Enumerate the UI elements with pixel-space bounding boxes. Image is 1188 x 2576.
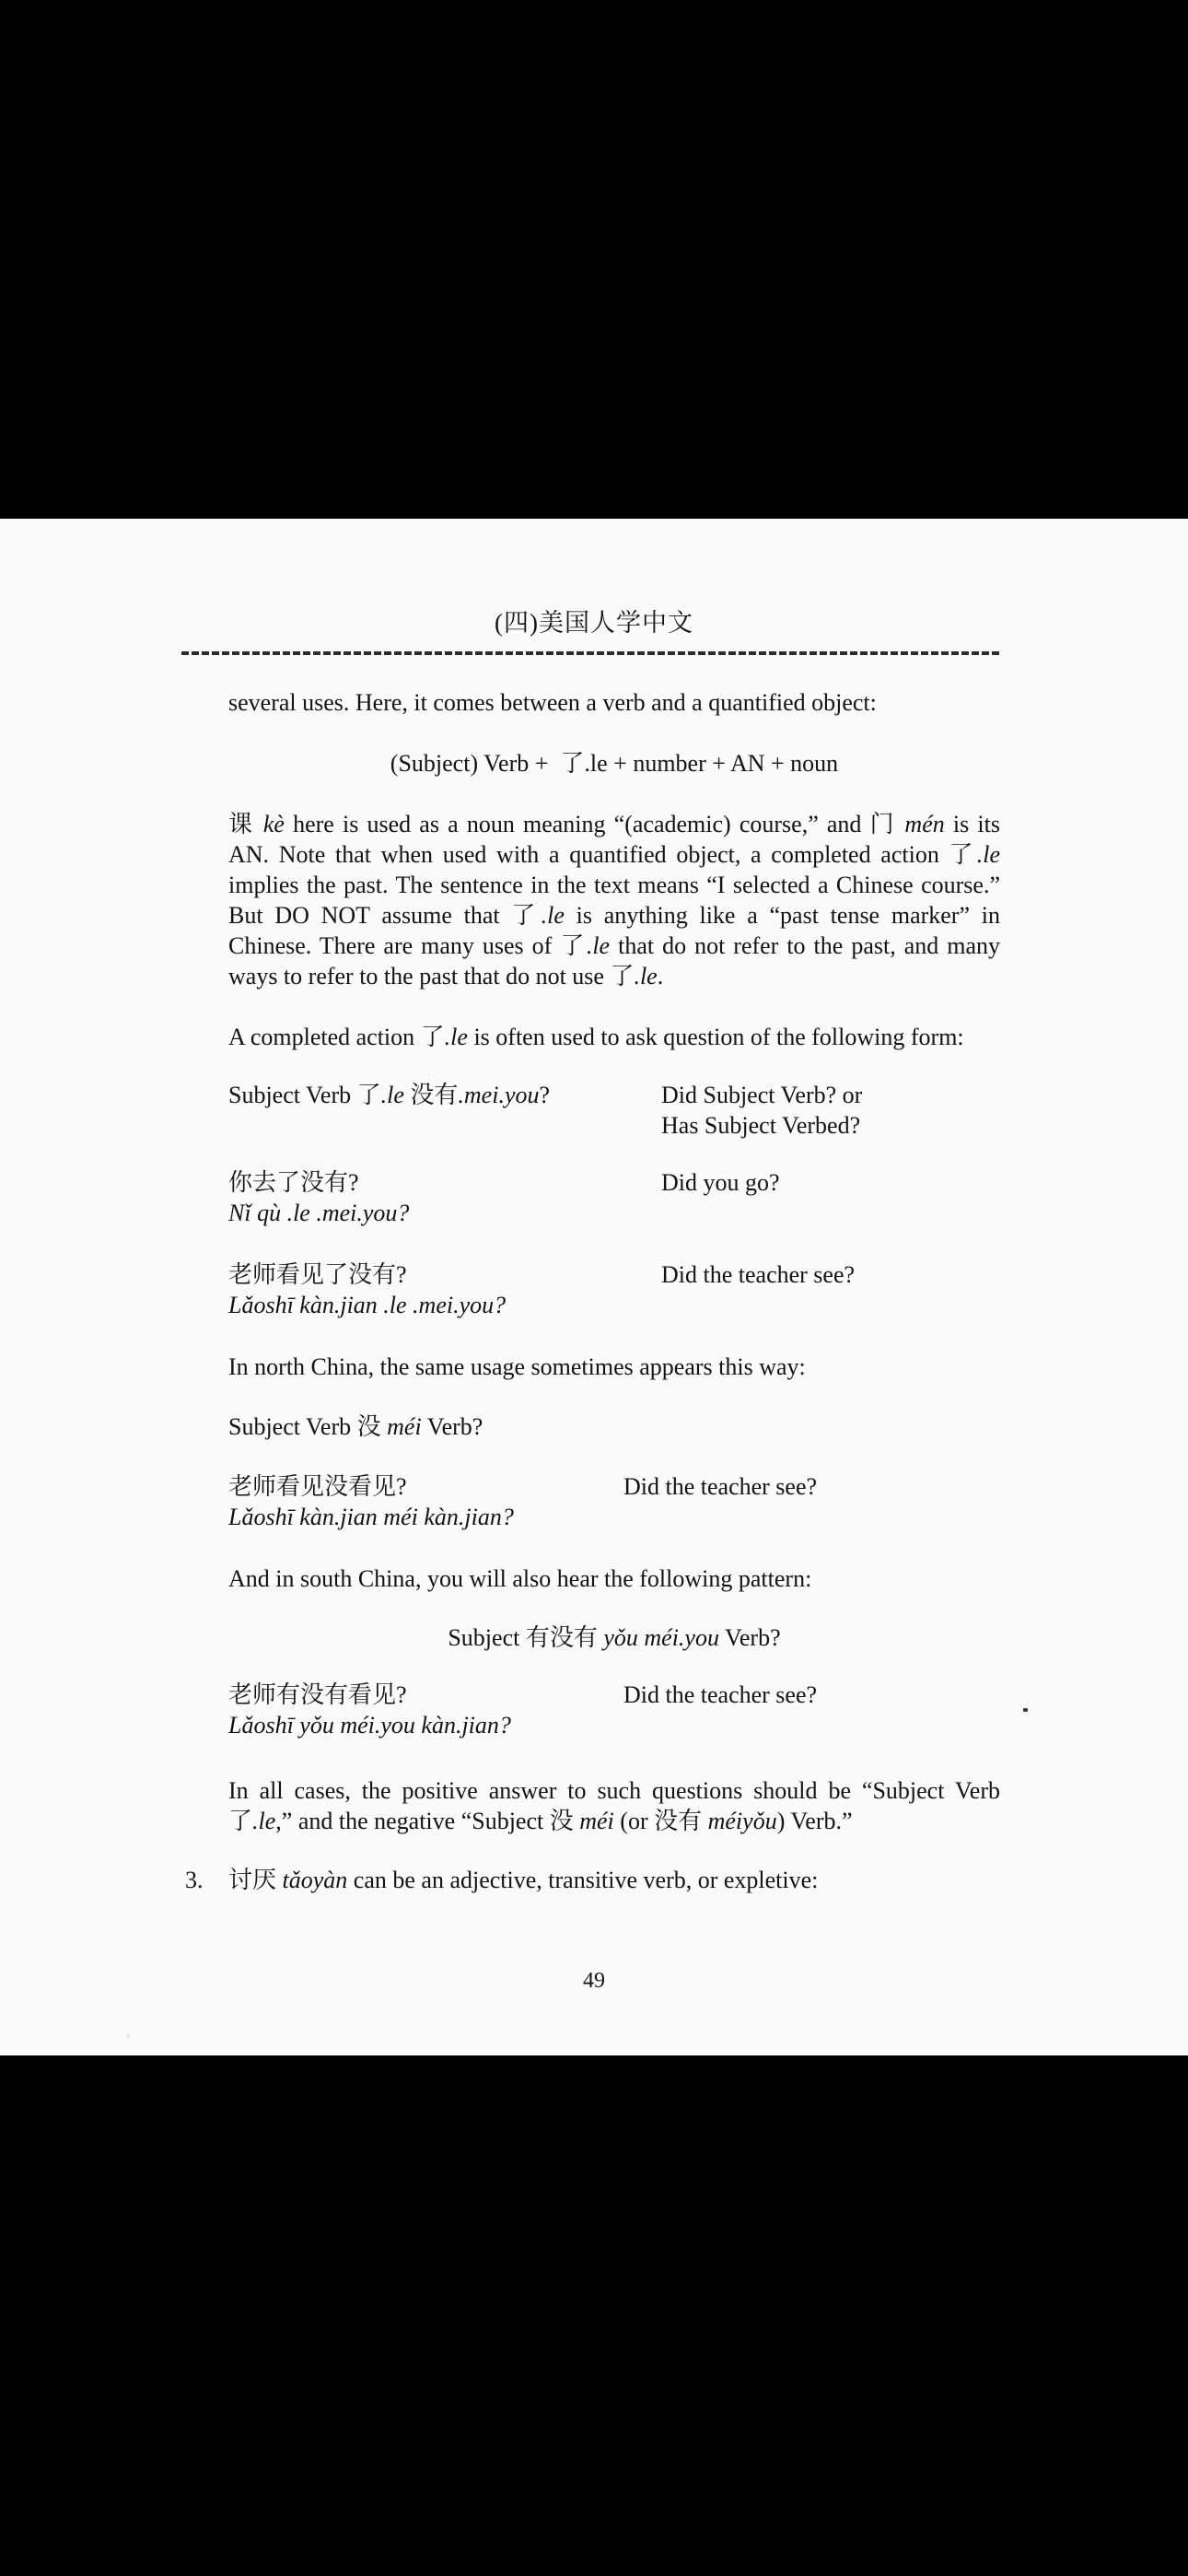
- example-row: [228, 1471, 1000, 1532]
- example-row: [228, 1080, 1000, 1141]
- chinese-text: 你去了没有?: [228, 1169, 359, 1196]
- chinese-text: 老师看见没看见?: [228, 1473, 407, 1500]
- example-row: [228, 1680, 1000, 1740]
- chinese-text: 老师有没有看见?: [228, 1681, 407, 1708]
- numbered-item-3: [185, 1865, 1000, 1895]
- pinyin-text: Lǎoshī kàn.jian .le .mei.you?: [228, 1292, 507, 1318]
- english-translation: Did you go?: [661, 1169, 780, 1196]
- south-pattern-line: Subject 有没有 yǒu méi.you Verb?: [448, 1624, 781, 1651]
- example-row: [228, 1259, 1000, 1320]
- header-divider: [181, 651, 1000, 655]
- formula-line: (Subject) Verb + 了.le + number + AN + noun: [390, 750, 839, 777]
- question-form-intro: A completed action 了.le is often used to ask question of the following form:: [228, 1024, 964, 1050]
- north-pattern-line: Subject Verb 没 méi Verb?: [228, 1413, 483, 1440]
- translation-line: Has Subject Verbed?: [661, 1112, 861, 1139]
- english-translation: [661, 1080, 862, 1141]
- margin-mark: ×: [125, 2031, 132, 2042]
- intro-line: several uses. Here, it comes between a verb and a quantified object:: [228, 689, 877, 716]
- grammar-paragraph: 课 kè here is used as a noun meaning “(academic) course,” and 门 mén is its AN. Note that when used with a quantified object, a completed action 了.le implies the past. The sentence in the text means “I selected a Chinese course.” But DO NOT assume that 了.le is anything like a “past tense marker” in Chinese. There are many uses of 了.le that do not refer to the past, and many ways to refer to the past that do not use 了.le.: [228, 811, 1000, 989]
- page-header: (四)美国人学中文: [495, 609, 693, 637]
- english-translation: Did the teacher see?: [623, 1681, 818, 1708]
- north-china-note: In north China, the same usage sometimes appears this way:: [228, 1353, 806, 1380]
- translation-line: Did Subject Verb? or: [661, 1082, 863, 1108]
- chinese-text: 老师看见了没有?: [228, 1261, 407, 1288]
- pinyin-text: Nǐ qù .le .mei.you?: [228, 1200, 410, 1226]
- english-translation: Did the teacher see?: [623, 1473, 818, 1500]
- item-text: 讨厌 tǎoyàn can be an adjective, transitive verb, or expletive:: [228, 1867, 819, 1893]
- pinyin-text: Lǎoshī yǒu méi.you kàn.jian?: [228, 1712, 511, 1739]
- south-china-note: And in south China, you will also hear the following pattern:: [228, 1565, 812, 1592]
- document-page: [0, 519, 1188, 2055]
- top-black-bar: [0, 0, 1188, 519]
- page-number: 49: [583, 1969, 605, 1993]
- english-translation: Did the teacher see?: [661, 1261, 856, 1288]
- example-row: [228, 1167, 1000, 1228]
- page-content: [185, 687, 1000, 1895]
- chinese-text: Subject Verb 了.le 没有.mei.you?: [228, 1082, 551, 1108]
- bottom-black-bar: [0, 2055, 1188, 2576]
- item-number: 3.: [185, 1867, 204, 1893]
- closing-paragraph: In all cases, the positive answer to such questions should be “Subject Verb 了.le,” and the negative “Subject 没 méi (or 没有 méiyǒu) Verb.”: [228, 1777, 1000, 1834]
- pinyin-text: Lǎoshī kàn.jian méi kàn.jian?: [228, 1504, 514, 1530]
- ink-speck: [1023, 1708, 1028, 1712]
